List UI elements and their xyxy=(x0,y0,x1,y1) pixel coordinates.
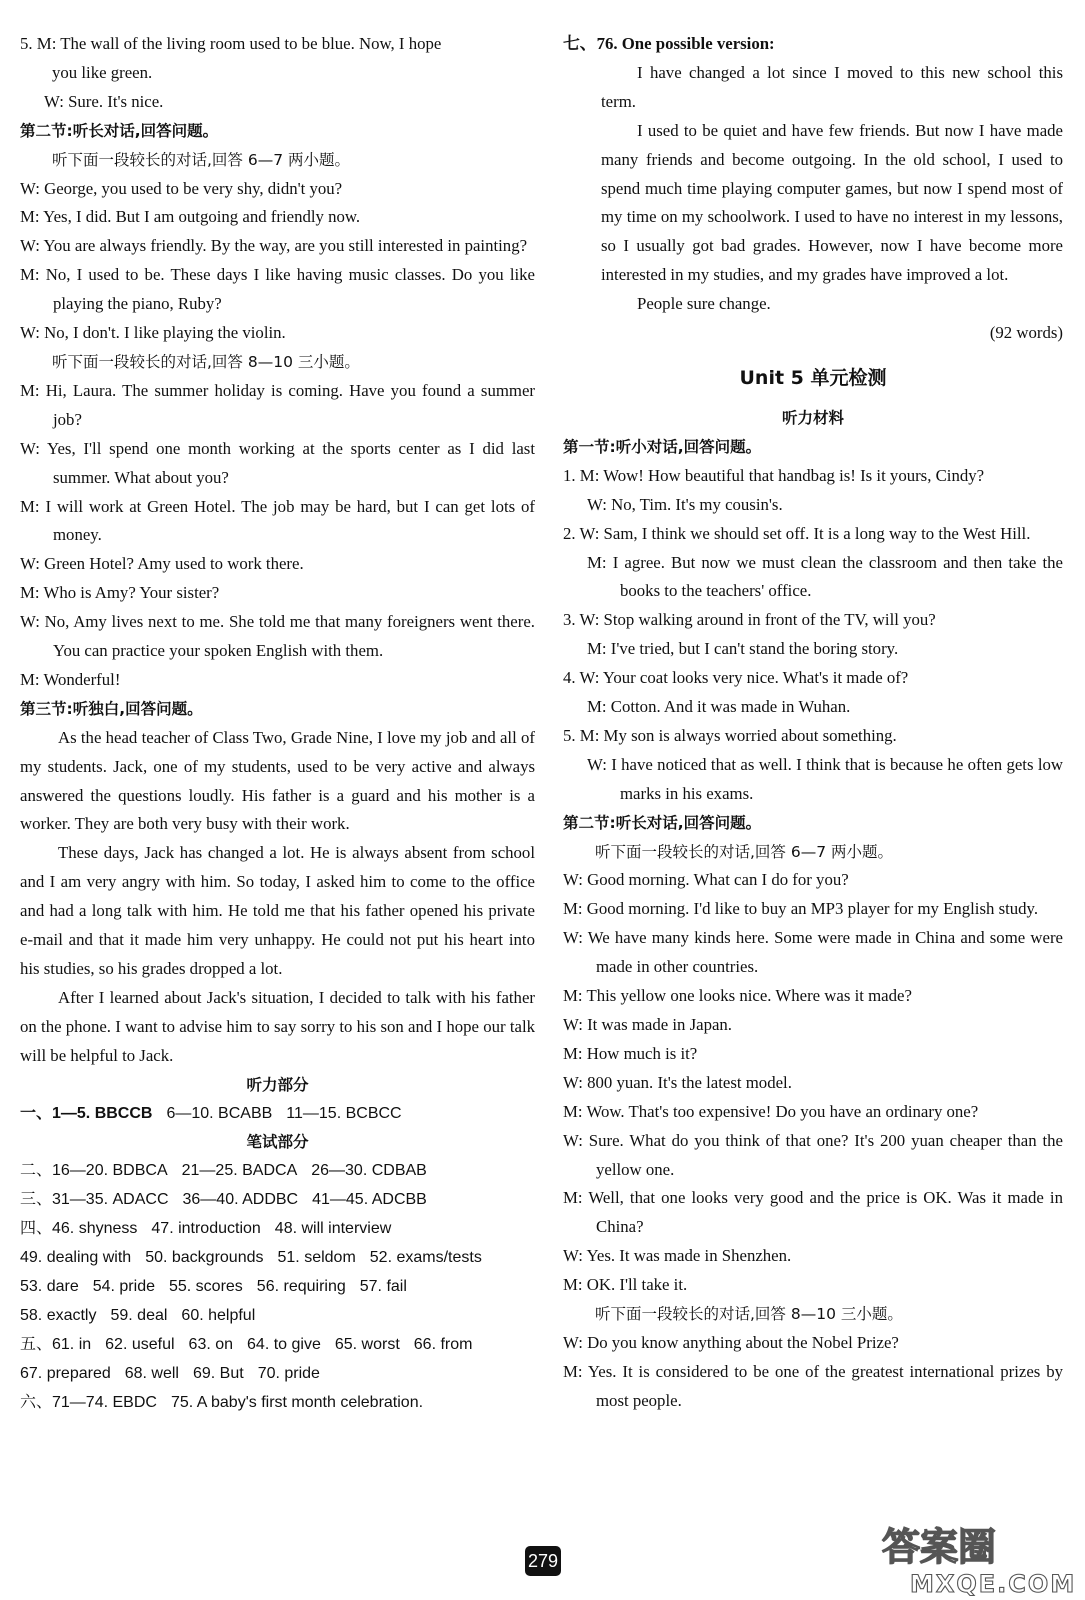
dialogue-line: M: Well, that one looks very good and the price is OK. Was it made in China? xyxy=(563,1188,1063,1237)
dialogue-line: W: Green Hotel? Amy used to work there. xyxy=(20,554,304,574)
dialogue-line: W: 800 yuan. It's the latest model. xyxy=(563,1072,792,1092)
answers-row-6 xyxy=(20,1273,535,1302)
answer-group: 64. to give xyxy=(247,1335,321,1353)
answer-group: 四、46. shyness xyxy=(20,1220,138,1238)
monologue-paragraph-3: After I learned about Jack's situation, I decided to talk with his father on the phone. I want to advise him to say sorry to his son and I hope our talk will be helpful to Jack. xyxy=(20,987,535,1065)
answer-group: 36—40. ADDBC xyxy=(182,1191,299,1209)
dialogue-2-reply: M: I agree. But now we must clean the classroom and then take the books to the teachers' office. xyxy=(587,552,1063,601)
right-column xyxy=(563,30,1063,1416)
answer-group: 52. exams/tests xyxy=(369,1249,482,1267)
answers-row-4 xyxy=(20,1215,535,1244)
essay-paragraph-3: People sure change. xyxy=(637,294,771,314)
dialogue-line: M: Yes, I did. But I am outgoing and friendly now. xyxy=(20,207,361,227)
instruction-6-7: 听下面一段较长的对话,回答 6—7 两小题。 xyxy=(595,842,894,861)
answers-row-2 xyxy=(20,1157,535,1186)
dialogue-5: 5. M: My son is always worried about something. xyxy=(563,725,897,745)
monologue-paragraph-1: As the head teacher of Class Two, Grade Nine, I love my job and all of my students. Jack, one of my students, used to be very active and always answered the questions loudly. His father is a guard and his mother is a worker. They are both very busy with their work. xyxy=(20,727,535,834)
dialogue-line: M: This yellow one looks nice. Where was it made? xyxy=(563,986,912,1006)
dialogue-3: 3. W: Stop walking around in front of the TV, will you? xyxy=(563,610,936,630)
answer-group: 68. well xyxy=(124,1364,179,1382)
answer-group: 56. requiring xyxy=(256,1277,346,1295)
answer-group: 二、16—20. BDBCA xyxy=(20,1162,168,1180)
page-number: 279 xyxy=(525,1546,561,1576)
dialogue-line: M: I will work at Green Hotel. The job may be hard, but I can get lots of money. xyxy=(20,496,535,545)
essay-heading: 七、76. One possible version: xyxy=(563,34,775,53)
dialogue-5-line: 5. M: The wall of the living room used to be blue. Now, I hope xyxy=(20,34,442,53)
dialogue-1-reply: W: No, Tim. It's my cousin's. xyxy=(587,494,783,514)
answer-group: 6—10. BCABB xyxy=(166,1104,273,1122)
answer-group: 62. useful xyxy=(105,1335,175,1353)
answer-group: 65. worst xyxy=(334,1335,400,1353)
unit-title: Unit 5 单元检测 xyxy=(739,366,887,389)
answer-group: 57. fail xyxy=(359,1277,407,1295)
answer-group: 六、71—74. EBDC xyxy=(20,1393,157,1411)
dialogue-line: W: Good morning. What can I do for you? xyxy=(563,870,849,890)
dialogue-line: W: George, you used to be very shy, didn't you? xyxy=(20,178,343,198)
answer-group: 51. seldom xyxy=(277,1249,356,1267)
answer-group: 48. will interview xyxy=(274,1220,392,1238)
listening-material-heading: 听力材料 xyxy=(781,408,844,427)
answer-group: 三、31—35. ADACC xyxy=(20,1191,169,1209)
dialogue-line: W: You are always friendly. By the way, are you still interested in painting? xyxy=(20,236,528,256)
dialogue-line: M: Yes. It is considered to be one of the greatest international prizes by most people. xyxy=(563,1361,1063,1410)
dialogue-line: M: Wonderful! xyxy=(20,669,121,689)
essay-paragraph-2: I used to be quiet and have few friends. But now I have made many friends and become outgoing. In the old school, I used to spend much time playing computer games, but now I spend most of my time on my schoolwork. I used to have no interest in my lessons, so I usually got bad grades. However, now I have become more interested in my studies, and my grades have improved a lot. xyxy=(601,120,1063,285)
answer-group: 69. But xyxy=(192,1364,244,1382)
watermark-logo xyxy=(870,1518,1080,1598)
answer-group: 50. backgrounds xyxy=(145,1249,264,1267)
dialogue-4: 4. W: Your coat looks very nice. What's it made of? xyxy=(563,668,909,688)
dialogue-line: M: Who is Amy? Your sister? xyxy=(20,583,220,603)
answers-row-3 xyxy=(20,1186,535,1215)
answers-row-5 xyxy=(20,1244,535,1273)
section-3-heading: 第三节:听独白,回答问题。 xyxy=(20,699,203,718)
answer-group: 55. scores xyxy=(168,1277,243,1295)
answer-group: 66. from xyxy=(413,1335,473,1353)
section-1-heading: 第一节:听小对话,回答问题。 xyxy=(563,437,762,456)
answer-group: 67. prepared xyxy=(20,1364,111,1382)
watermark-main-text: 答案圈 xyxy=(882,1525,997,1569)
dialogue-5-reply: W: Sure. It's nice. xyxy=(44,91,164,111)
answer-group: 41—45. ADCBB xyxy=(312,1191,427,1209)
answers-row-1 xyxy=(20,1100,535,1129)
dialogue-3-reply: M: I've tried, but I can't stand the boring story. xyxy=(587,639,899,659)
answer-group: 21—25. BADCA xyxy=(181,1162,298,1180)
answer-group: 54. pride xyxy=(92,1277,155,1295)
dialogue-line: M: Good morning. I'd like to buy an MP3 player for my English study. xyxy=(563,899,1039,919)
dialogue-line: W: No, I don't. I like playing the violin. xyxy=(20,323,286,343)
dialogue-line: W: Sure. What do you think of that one? It's 200 yuan cheaper than the yellow one. xyxy=(563,1130,1063,1179)
answers-row-10 xyxy=(20,1389,535,1418)
dialogue-line: M: How much is it? xyxy=(563,1043,698,1063)
answer-group: 26—30. CDBAB xyxy=(311,1162,427,1180)
dialogue-line: M: Hi, Laura. The summer holiday is coming. Have you found a summer job? xyxy=(20,380,535,429)
dialogue-line: M: OK. I'll take it. xyxy=(563,1275,688,1295)
answer-group: 一、1—5. BBCCB xyxy=(20,1104,153,1122)
answer-group: 59. deal xyxy=(110,1306,168,1324)
dialogue-line: M: Wow. That's too expensive! Do you have an ordinary one? xyxy=(563,1101,979,1121)
answer-group: 75. A baby's first month celebration. xyxy=(170,1393,424,1411)
word-count: (92 words) xyxy=(989,323,1063,343)
section-2-heading: 第二节:听长对话,回答问题。 xyxy=(20,121,219,140)
instruction-8-10: 听下面一段较长的对话,回答 8—10 三小题。 xyxy=(595,1305,903,1324)
answer-group: 五、61. in xyxy=(20,1335,92,1353)
instruction-8-10: 听下面一段较长的对话,回答 8—10 三小题。 xyxy=(52,352,360,371)
dialogue-line: W: No, Amy lives next to me. She told me that many foreigners went there. You can practice your spoken English with them. xyxy=(20,612,535,661)
essay-paragraph-1: I have changed a lot since I moved to this new school this term. xyxy=(601,62,1063,111)
dialogue-line: M: No, I used to be. These days I like having music classes. Do you like playing the piano, Ruby? xyxy=(20,265,535,314)
answer-group: 53. dare xyxy=(20,1277,79,1295)
dialogue-2: 2. W: Sam, I think we should set off. It is a long way to the West Hill. xyxy=(563,523,1031,543)
left-column xyxy=(20,30,535,1418)
answers-row-8 xyxy=(20,1331,535,1360)
answer-group: 49. dealing with xyxy=(20,1249,132,1267)
dialogue-line: W: Yes, I'll spend one month working at the sports center as I did last summer. What about you? xyxy=(20,438,535,487)
section-2-heading: 第二节:听长对话,回答问题。 xyxy=(563,813,762,832)
dialogue-4-reply: M: Cotton. And it was made in Wuhan. xyxy=(587,697,851,717)
answer-group: 63. on xyxy=(188,1335,234,1353)
monologue-paragraph-2: These days, Jack has changed a lot. He is always absent from school and I am very angry with him. So today, I asked him to come to the office and had a long talk with him. He told me that his father opened his private e-mail and that it made him very unhappy. He could not put his heart into his studies, so his grades dropped a lot. xyxy=(20,843,535,978)
dialogue-line: W: We have many kinds here. Some were made in China and some were made in other countries. xyxy=(563,928,1063,977)
answer-group: 70. pride xyxy=(257,1364,320,1382)
answer-group: 47. introduction xyxy=(151,1220,261,1238)
answer-group: 11—15. BCBCC xyxy=(286,1104,402,1122)
instruction-6-7: 听下面一段较长的对话,回答 6—7 两小题。 xyxy=(52,150,351,169)
written-part-heading: 笔试部分 xyxy=(246,1133,309,1152)
dialogue-5-line-cont: you like green. xyxy=(52,62,153,82)
listening-part-heading: 听力部分 xyxy=(246,1075,309,1094)
dialogue-line: W: It was made in Japan. xyxy=(563,1015,733,1034)
dialogue-5-reply: W: I have noticed that as well. I think that is because he often gets low marks in his exams. xyxy=(587,754,1063,803)
dialogue-line: W: Do you know anything about the Nobel Prize? xyxy=(563,1332,899,1352)
watermark-sub-text: MXQE.COM xyxy=(910,1570,1077,1598)
answer-group: 60. helpful xyxy=(181,1306,256,1324)
answers-row-9 xyxy=(20,1360,535,1389)
answer-group: 58. exactly xyxy=(20,1306,97,1324)
dialogue-1: 1. M: Wow! How beautiful that handbag is! Is it yours, Cindy? xyxy=(563,465,985,485)
answers-row-7 xyxy=(20,1302,535,1331)
dialogue-line: W: Yes. It was made in Shenzhen. xyxy=(563,1246,792,1266)
